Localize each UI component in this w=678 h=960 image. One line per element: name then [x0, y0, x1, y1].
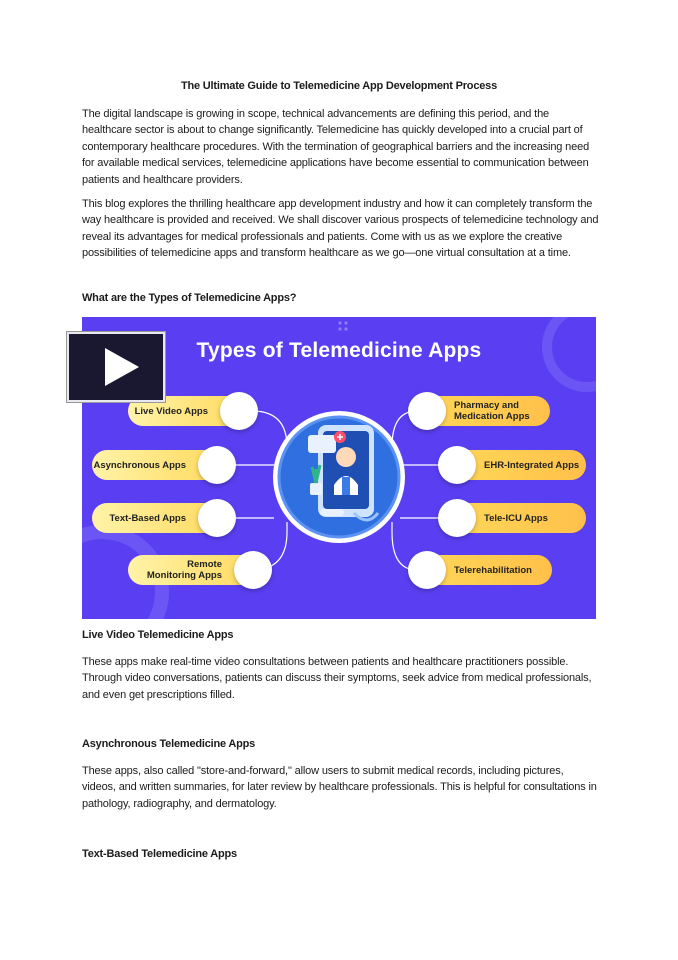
- section-body-asynchronous: These apps, also called "store-and-forward," allow users to submit medical records, including pictures, videos, and written summaries, for later review by healthcare professionals. This is helpful for consultations in pathology, radiography, and dermatology.: [82, 765, 597, 810]
- types-heading: What are the Types of Telemedicine Apps?: [82, 292, 297, 304]
- intro-paragraph-1: The digital landscape is growing in scope, technical advancements are defining this period, and the healthcare sector is about to change significantly. Telemedicine has quickly developed into a crucial part of contemporary healthcare procedures. With the termination of geographical barriers and the increasing need for available medical services, telemedicine applications have become essential to communication between patients and healthcare providers.: [82, 108, 590, 186]
- section-heading-text-based: Text-Based Telemedicine Apps: [82, 848, 237, 860]
- pill-asynchronous-apps: [92, 450, 230, 480]
- pill-label: Telerehabilitation: [454, 564, 532, 576]
- pill-remote-monitoring-apps: [128, 555, 266, 585]
- pill-pharmacy-medication-apps: [414, 396, 550, 426]
- pill-circle-icon: [198, 499, 236, 537]
- pill-circle-icon: [438, 446, 476, 484]
- pill-tele-icu-apps: [444, 503, 586, 533]
- pill-label: Live Video Apps: [134, 405, 208, 417]
- page-title: The Ultimate Guide to Telemedicine App Development Process: [180, 80, 498, 92]
- pill-circle-icon: [220, 392, 258, 430]
- infographic-title: Types of Telemedicine Apps: [196, 339, 482, 362]
- video-play-button[interactable]: [67, 332, 165, 402]
- play-icon: [105, 348, 139, 386]
- pill-label: Remote Monitoring Apps: [146, 559, 222, 581]
- pill-circle-icon: [408, 551, 446, 589]
- pill-label: Asynchronous Apps: [93, 459, 186, 471]
- pill-circle-icon: [198, 446, 236, 484]
- section-body-live-video: These apps make real-time video consultations between patients and healthcare practitioners possible. Through video conversations, patients can discuss their symptoms, seek advice from medical professionals, and even get prescriptions filled.: [82, 656, 592, 701]
- section-heading-live-video: Live Video Telemedicine Apps: [82, 629, 234, 641]
- pill-label: Pharmacy and Medication Apps: [454, 400, 530, 422]
- pill-label: Text-Based Apps: [109, 512, 186, 524]
- pill-ehr-integrated-apps: [444, 450, 586, 480]
- pill-circle-icon: [234, 551, 272, 589]
- pill-label: EHR-Integrated Apps: [484, 459, 580, 471]
- pill-circle-icon: [408, 392, 446, 430]
- pill-circle-icon: [438, 499, 476, 537]
- section-heading-asynchronous: Asynchronous Telemedicine Apps: [82, 738, 256, 750]
- pill-text-based-apps: [92, 503, 230, 533]
- intro-paragraph-2: This blog explores the thrilling healthcare app development industry and how it can completely transform the way healthcare is provided and received. We shall discover various prospects of telemedicine technology and reveal its advantages for medical professionals and patients. Come with us as we explore the creative possibilities of telemedicine apps and transform healthcare as we go—one virtual consultation at a time.: [82, 198, 599, 260]
- pill-label: Tele-ICU Apps: [484, 512, 548, 524]
- pill-telerehabilitation: [414, 555, 552, 585]
